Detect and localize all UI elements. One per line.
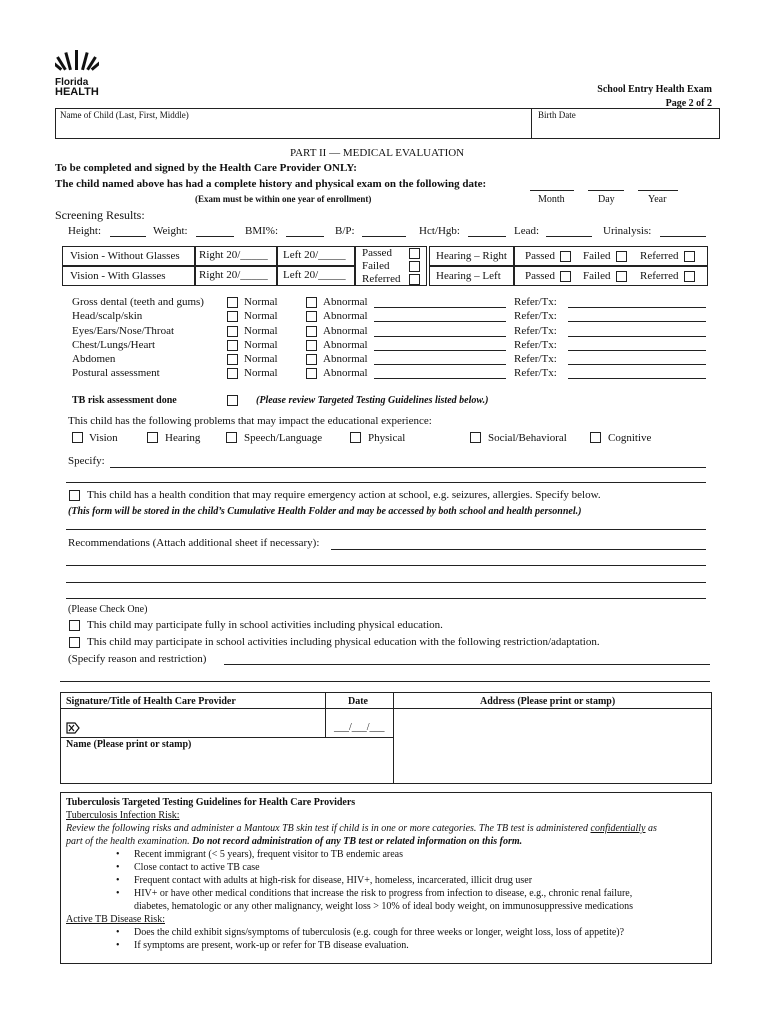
restriction-specify-label: (Specify reason and restriction) xyxy=(68,653,207,665)
exam-refer-label: Refer/Tx: xyxy=(514,353,557,366)
emergency-field[interactable] xyxy=(66,529,706,530)
hearing-left-passed-checkbox[interactable] xyxy=(560,271,571,282)
signature-arrow-icon xyxy=(66,721,80,739)
exam-abnormal-field[interactable] xyxy=(374,350,506,351)
exam-abnormal-checkbox[interactable] xyxy=(306,354,317,365)
exam-item-label: Abdomen xyxy=(72,353,116,366)
logo-text-health: HEALTH xyxy=(55,86,99,98)
hct-field[interactable] xyxy=(468,236,506,237)
participate-restricted-text: This child may participate in school activities including physical education with the following restriction/adaptation. xyxy=(87,636,600,648)
problem-social-checkbox[interactable] xyxy=(470,432,481,443)
exam-refer-label: Refer/Tx: xyxy=(514,324,557,337)
exam-refer-label: Refer/Tx: xyxy=(514,296,557,308)
emergency-text: This child has a health condition that may require emergency action at school, e.g. seizures, allergies. Specify below. xyxy=(87,489,601,501)
exam-normal-checkbox[interactable] xyxy=(227,311,238,322)
hearing-left-failed-label: Failed xyxy=(583,270,611,282)
screening-title: Screening Results: xyxy=(55,208,145,222)
guidelines-title: Tuberculosis Targeted Testing Guidelines for Health Care Providers xyxy=(66,797,356,808)
hearing-right-failed-label: Failed xyxy=(583,250,611,262)
problem-hearing-checkbox[interactable] xyxy=(147,432,158,443)
exam-date-note: (Exam must be within one year of enrollment) xyxy=(195,194,372,204)
exam-normal-label: Normal xyxy=(244,338,278,351)
child-name-label: Name of Child (Last, First, Middle) xyxy=(60,110,189,120)
exam-row xyxy=(72,325,712,339)
exam-refer-field[interactable] xyxy=(568,321,706,322)
exam-refer-label: Refer/Tx: xyxy=(514,367,557,380)
lead-field[interactable] xyxy=(546,236,592,237)
emergency-checkbox[interactable] xyxy=(69,490,80,501)
exam-abnormal-field[interactable] xyxy=(374,364,506,365)
problems-intro: This child has the following problems that may impact the educational experience: xyxy=(68,415,432,427)
page-number: Page 2 of 2 xyxy=(665,98,712,109)
exam-abnormal-field[interactable] xyxy=(374,307,506,308)
recommendations-field-2[interactable] xyxy=(66,565,706,566)
child-name-field[interactable] xyxy=(59,123,527,137)
check-one-label: (Please Check One) xyxy=(68,604,148,615)
birth-date-field[interactable] xyxy=(535,123,715,137)
exam-normal-checkbox[interactable] xyxy=(227,340,238,351)
form-title: School Entry Health Exam xyxy=(597,84,712,95)
sunburst-icon xyxy=(55,48,99,74)
day-label: Day xyxy=(598,194,615,205)
month-label: Month xyxy=(538,194,565,205)
risk-bullet: • Recent immigrant (< 5 years), frequent visitor to TB endemic areas xyxy=(66,848,708,861)
vision-right-2[interactable]: Right 20/_____ xyxy=(199,269,268,281)
name-print-field[interactable] xyxy=(64,752,389,782)
exam-abnormal-checkbox[interactable] xyxy=(306,297,317,308)
hearing-left-referred-checkbox[interactable] xyxy=(684,271,695,282)
problem-speech-label: Speech/Language xyxy=(244,432,323,444)
emergency-storage-note: (This form will be stored in the child’s Cumulative Health Folder and may be accessed by both school and health personnel.) xyxy=(68,506,582,517)
name-print-label: Name (Please print or stamp) xyxy=(66,739,192,750)
review-instruction-line2 xyxy=(66,835,708,848)
exam-abnormal-checkbox[interactable] xyxy=(306,368,317,379)
exam-refer-field[interactable] xyxy=(568,378,706,379)
exam-abnormal-checkbox[interactable] xyxy=(306,340,317,351)
exam-row xyxy=(72,339,712,353)
bp-field[interactable] xyxy=(362,236,406,237)
review-text-end: as xyxy=(645,823,657,834)
exam-normal-label: Normal xyxy=(244,367,278,380)
review-text: Review the following risks and administer a Mantoux TB skin test if child is in one or more categories. The TB test is administered xyxy=(66,823,588,834)
exam-refer-field[interactable] xyxy=(568,307,706,308)
specify-field-2[interactable] xyxy=(66,482,706,483)
exam-list xyxy=(72,296,712,382)
hearing-right-failed-checkbox[interactable] xyxy=(616,251,627,262)
problem-speech-checkbox[interactable] xyxy=(226,432,237,443)
exam-row xyxy=(72,367,712,381)
problem-physical-checkbox[interactable] xyxy=(350,432,361,443)
hearing-right-label: Hearing – Right xyxy=(436,250,507,262)
exam-normal-checkbox[interactable] xyxy=(227,368,238,379)
participate-fully-checkbox[interactable] xyxy=(69,620,80,631)
vision-without-label: Vision - Without Glasses xyxy=(70,250,180,262)
date-label: Date xyxy=(348,696,368,707)
bmi-field[interactable] xyxy=(286,236,324,237)
year-label: Year xyxy=(648,194,667,205)
hearing-left-referred-label: Referred xyxy=(640,270,679,282)
infection-risk-title: Tuberculosis Infection Risk: xyxy=(66,810,180,821)
name-divider xyxy=(60,737,393,738)
problem-vision-label: Vision xyxy=(89,432,118,444)
active-bullet: • Does the child exhibit signs/symptoms of tuberculosis (e.g. cough for three weeks or longer, weight loss, loss of appetite)? xyxy=(66,926,708,939)
active-bullet: • If symptoms are present, work-up or refer for TB disease evaluation. xyxy=(66,939,708,952)
recommendations-field-4[interactable] xyxy=(66,598,706,599)
exam-abnormal-label: Abnormal xyxy=(323,296,368,308)
vision-with-label: Vision - With Glasses xyxy=(70,270,166,282)
exam-normal-label: Normal xyxy=(244,353,278,366)
confidentially-text: confidentially xyxy=(590,823,646,834)
active-risk-list xyxy=(66,926,708,952)
exam-abnormal-checkbox[interactable] xyxy=(306,326,317,337)
urinalysis-field[interactable] xyxy=(660,236,706,237)
signature-date-field[interactable]: ___/___/___ xyxy=(334,722,385,733)
exam-day-field[interactable] xyxy=(588,190,624,191)
exam-abnormal-label: Abnormal xyxy=(323,324,368,337)
exam-abnormal-label: Abnormal xyxy=(323,310,368,323)
exam-row xyxy=(72,310,712,324)
vision-failed-label: Failed xyxy=(362,260,390,272)
exam-normal-label: Normal xyxy=(244,310,278,323)
exam-refer-field[interactable] xyxy=(568,336,706,337)
florida-health-logo xyxy=(55,48,99,98)
bmi-label: BMI%: xyxy=(245,225,278,237)
participate-fully-text: This child may participate fully in school activities including physical education. xyxy=(87,619,443,631)
height-field[interactable] xyxy=(110,236,146,237)
problem-cognitive-label: Cognitive xyxy=(608,432,652,444)
exam-row xyxy=(72,353,712,367)
exam-refer-label: Refer/Tx: xyxy=(514,310,557,323)
part-title: PART II — MEDICAL EVALUATION xyxy=(290,147,465,159)
address-divider xyxy=(393,692,394,784)
problem-vision-checkbox[interactable] xyxy=(72,432,83,443)
exam-abnormal-label: Abnormal xyxy=(323,353,368,366)
exam-abnormal-checkbox[interactable] xyxy=(306,311,317,322)
problem-physical-label: Physical xyxy=(368,432,406,444)
risk-bullet: • HIV+ or have other medical conditions that increase the risk to progress from infection to disease, e.g., chronic renal failure, xyxy=(66,887,708,900)
hearing-right-referred-label: Referred xyxy=(640,250,679,262)
problem-cognitive-checkbox[interactable] xyxy=(590,432,601,443)
exam-abnormal-field[interactable] xyxy=(374,321,506,322)
vision-failed-checkbox[interactable] xyxy=(409,261,420,272)
exam-abnormal-label: Abnormal xyxy=(323,367,368,380)
exam-normal-label: Normal xyxy=(244,324,278,337)
exam-normal-checkbox[interactable] xyxy=(227,354,238,365)
birth-date-label: Birth Date xyxy=(538,110,576,120)
exam-item-label: Gross dental (teeth and gums) xyxy=(72,296,204,308)
infection-risk-list xyxy=(66,848,708,913)
specify-label: Specify: xyxy=(68,455,105,467)
hearing-left-passed-label: Passed xyxy=(525,270,555,282)
risk-bullet: diabetes, hematologic or any other malignancy, weight loss > 10% of ideal body weight, on immunosuppressive medications xyxy=(134,901,634,912)
address-label: Address (Please print or stamp) xyxy=(480,696,616,707)
hearing-left-failed-checkbox[interactable] xyxy=(616,271,627,282)
tb-guidelines xyxy=(66,796,708,952)
lead-label: Lead: xyxy=(514,225,540,237)
vision-referred-label: Referred xyxy=(362,273,401,285)
hearing-right-passed-label: Passed xyxy=(525,250,555,262)
bp-label: B/P: xyxy=(335,225,355,237)
urinalysis-label: Urinalysis: xyxy=(603,225,652,237)
risk-bullet: • Frequent contact with adults at high-risk for disease, HIV+, homeless, incarcerated, illicit drug user xyxy=(66,874,708,887)
vision-left-2[interactable]: Left 20/_____ xyxy=(283,269,346,281)
exam-normal-checkbox[interactable] xyxy=(227,297,238,308)
exam-refer-field[interactable] xyxy=(568,350,706,351)
exam-item-label: Eyes/Ears/Nose/Throat xyxy=(72,324,175,337)
hearing-right-passed-checkbox[interactable] xyxy=(560,251,571,262)
vision-left-1[interactable]: Left 20/_____ xyxy=(283,249,346,261)
tb-guideline-note: (Please review Targeted Testing Guidelines listed below.) xyxy=(256,395,489,406)
recommendations-field-1[interactable] xyxy=(331,549,706,550)
risk-bullet: • Close contact to active TB case xyxy=(66,861,708,874)
exam-refer-label: Refer/Tx: xyxy=(514,338,557,351)
signature-label: Signature/Title of Health Care Provider xyxy=(66,696,236,707)
review-text-2a: part of the health examination. xyxy=(66,836,193,847)
review-text-2b: Do not record administration of any TB test or related information on this form. xyxy=(192,836,523,847)
exam-abnormal-field[interactable] xyxy=(374,378,506,379)
exam-item-label: Chest/Lungs/Heart xyxy=(72,338,156,351)
specify-field[interactable] xyxy=(110,467,706,468)
vision-referred-checkbox[interactable] xyxy=(409,274,420,285)
height-label: Height: xyxy=(68,225,101,237)
exam-normal-label: Normal xyxy=(244,296,278,308)
restriction-field-2[interactable] xyxy=(60,681,710,682)
logo-text-florida: Florida xyxy=(55,77,89,88)
weight-field[interactable] xyxy=(196,236,234,237)
exam-month-field[interactable] xyxy=(530,190,574,191)
exam-abnormal-label: Abnormal xyxy=(323,338,368,351)
vision-passed-checkbox[interactable] xyxy=(409,248,420,259)
restriction-field-1[interactable] xyxy=(224,664,710,665)
tb-risk-checkbox[interactable] xyxy=(227,395,238,406)
signature-field[interactable] xyxy=(84,712,320,734)
tb-risk-label: TB risk assessment done xyxy=(72,395,177,406)
recommendations-label: Recommendations (Attach additional sheet if necessary): xyxy=(68,537,320,549)
date-divider-left xyxy=(325,692,326,737)
address-field[interactable] xyxy=(397,711,709,782)
child-info-divider xyxy=(531,108,532,139)
exam-normal-checkbox[interactable] xyxy=(227,326,238,337)
problem-social-label: Social/Behavioral xyxy=(488,432,567,444)
hearing-left-label: Hearing – Left xyxy=(436,270,501,282)
exam-abnormal-field[interactable] xyxy=(374,336,506,337)
exam-refer-field[interactable] xyxy=(568,364,706,365)
exam-item-label: Head/scalp/skin xyxy=(72,310,143,323)
weight-label: Weight: xyxy=(153,225,188,237)
vision-right-1[interactable]: Right 20/_____ xyxy=(199,249,268,261)
review-instruction-line1 xyxy=(66,822,708,835)
hct-label: Hct/Hgb: xyxy=(419,225,460,237)
participate-restricted-checkbox[interactable] xyxy=(69,637,80,648)
active-risk-title: Active TB Disease Risk: xyxy=(66,914,165,925)
exam-date-statement: The child named above has had a complete history and physical exam on the following date: xyxy=(55,178,487,190)
exam-item-label: Postural assessment xyxy=(72,367,160,380)
signature-header-line xyxy=(60,708,712,709)
problem-hearing-label: Hearing xyxy=(165,432,201,444)
vision-passed-label: Passed xyxy=(362,247,392,259)
hearing-right-referred-checkbox[interactable] xyxy=(684,251,695,262)
recommendations-field-3[interactable] xyxy=(66,582,706,583)
exam-row xyxy=(72,296,712,310)
provider-instruction: To be completed and signed by the Health Care Provider ONLY: xyxy=(55,162,357,174)
exam-year-field[interactable] xyxy=(638,190,678,191)
